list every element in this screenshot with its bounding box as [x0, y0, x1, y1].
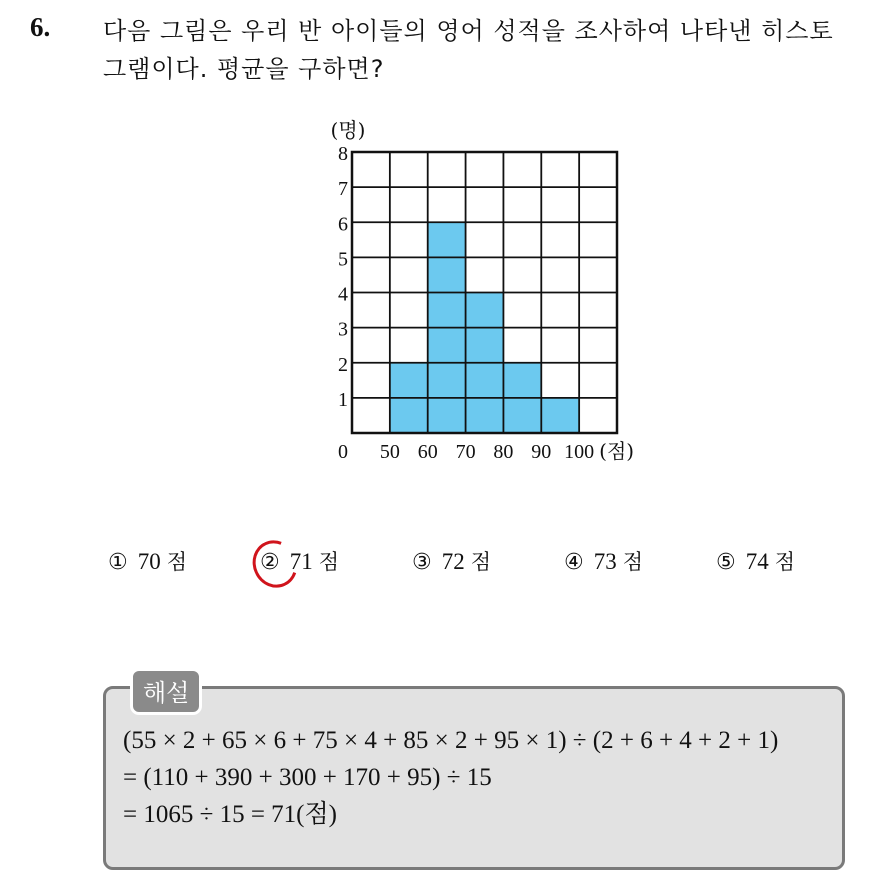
explanation-line-3: = 1065 ÷ 15 = 71(점)	[123, 801, 337, 828]
x-tick-label: 70	[455, 441, 476, 463]
choice-value: 72	[441, 549, 465, 574]
x-tick-label: 60	[417, 441, 438, 463]
explanation-text	[123, 722, 778, 833]
x-tick-label: 80	[493, 441, 514, 463]
y-tick-label: 8	[338, 143, 348, 165]
question-line-2: 그램이다. 평균을 구하면?	[103, 55, 385, 83]
y-axis-label: (명)	[330, 118, 366, 142]
choice-5[interactable]	[716, 546, 795, 576]
choice-3[interactable]	[412, 546, 491, 576]
y-tick-label: 2	[338, 353, 348, 376]
y-tick-label: 7	[338, 178, 348, 201]
choice-value: 74	[745, 549, 769, 574]
choice-mark: ①	[108, 550, 128, 575]
choice-mark: ④	[564, 550, 584, 575]
choice-mark: ②	[260, 550, 280, 575]
choice-value: 70	[137, 549, 161, 574]
choice-unit: 점	[774, 550, 796, 574]
choice-unit: 점	[166, 550, 188, 574]
choice-unit: 점	[318, 550, 340, 574]
choice-unit: 점	[470, 550, 492, 574]
explanation-tag: 해설	[130, 668, 202, 715]
y-tick-label: 6	[338, 213, 348, 236]
choice-mark: ⑤	[716, 550, 736, 575]
x-axis-label: (점)	[599, 439, 635, 463]
histogram-bar-90-100	[541, 398, 579, 433]
y-tick-label: 3	[338, 318, 348, 341]
choice-unit: 점	[622, 550, 644, 574]
answer-choices	[0, 546, 884, 586]
y-tick-label: 1	[338, 388, 348, 411]
y-tick-label: 5	[338, 248, 348, 271]
question-line-1: 다음 그림은 우리 반 아이들의 영어 성적을 조사하여 나타낸 히스토	[103, 17, 834, 45]
choice-mark: ③	[412, 550, 432, 575]
explanation-line-2: = (110 + 390 + 300 + 170 + 95) ÷ 15	[123, 764, 492, 791]
x-tick-label: 90	[531, 441, 552, 463]
choice-1[interactable]	[108, 546, 187, 576]
x-tick-label: 100	[564, 441, 595, 463]
question-number: 6.	[30, 12, 51, 42]
origin-label: 0	[338, 441, 348, 463]
y-tick-label: 4	[338, 283, 348, 306]
choice-4[interactable]	[564, 546, 643, 576]
x-tick-label: 50	[379, 441, 400, 463]
choice-value: 73	[593, 549, 617, 574]
choice-value: 71	[289, 549, 313, 574]
explanation-line-1: (55 × 2 + 65 × 6 + 75 × 4 + 85 × 2 + 95 × 1) ÷ (2 + 6 + 4 + 2 + 1)	[123, 727, 779, 754]
